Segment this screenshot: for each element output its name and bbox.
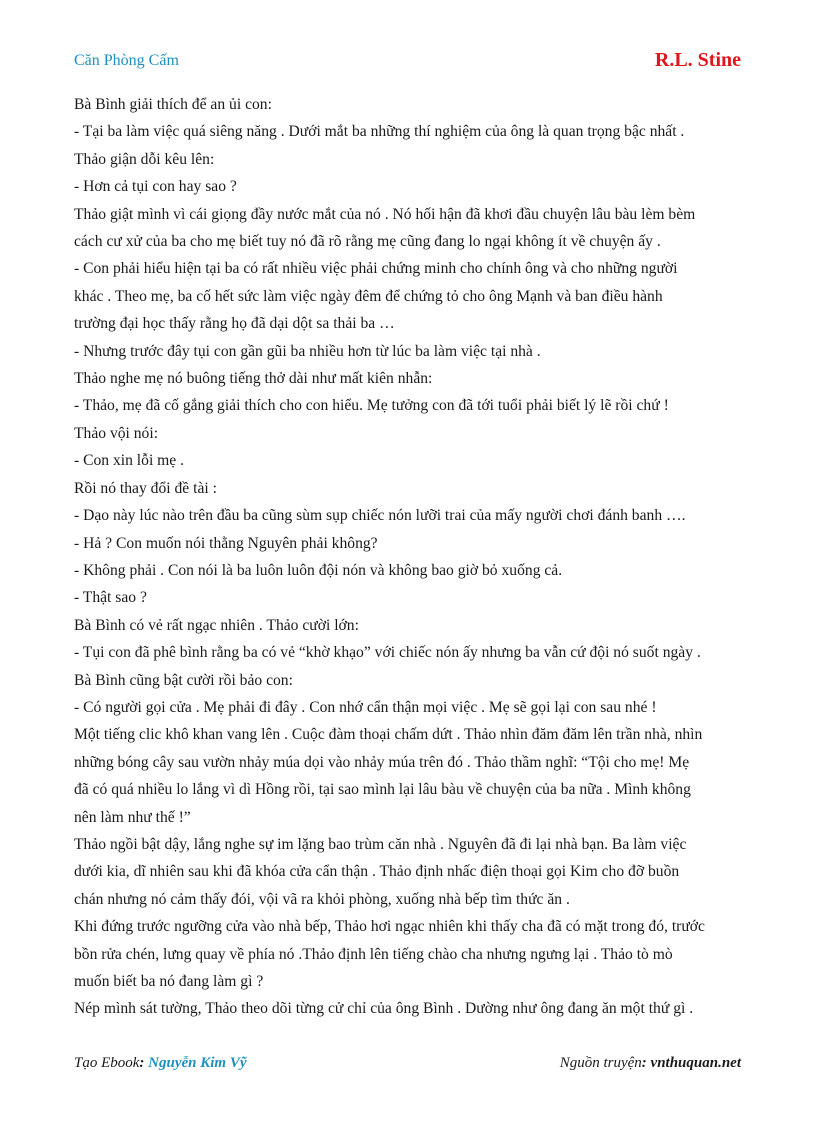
author-name: R.L. Stine	[654, 49, 741, 71]
text-line: cách cư xử của ba cho mẹ biết tuy nó đã rõ rằng mẹ cũng đang lo ngại không ít về chuyện ấy .	[74, 233, 661, 251]
source-separator: :	[641, 1055, 647, 1071]
text-line: - Không phải . Con nói là ba luôn luôn đội nón và không bao giờ bỏ xuống cả.	[74, 561, 563, 579]
text-line: - Tại ba làm việc quá siêng năng . Dưới mắt ba những thí nghiệm của ông là quan trọng bậc nhất .	[74, 123, 685, 141]
text-line: - Thảo, mẹ đã cố gắng giải thích cho con hiểu. Mẹ tưởng con đã tới tuổi phải biết lý lẽ rồi chứ !	[74, 397, 669, 415]
text-line: Thảo giận dỗi kêu lên:	[74, 150, 215, 168]
text-line: - Dạo này lúc nào trên đầu ba cũng sùm sụp chiếc nón lưỡi trai của mấy người chơi đánh banh ….	[74, 507, 686, 525]
text-line: Bà Bình giải thích để an ủi con:	[74, 96, 272, 113]
text-line: Khi đứng trước ngưỡng cửa vào nhà bếp, Thảo hơi ngạc nhiên khi thấy cha đã có mặt trong đó, trước	[74, 918, 705, 936]
text-line: khác . Theo mẹ, ba cố hết sức làm việc ngày đêm để chứng tỏ cho ông Mạnh và ban điều hành	[74, 287, 663, 305]
text-line: - Con phải hiểu hiện tại ba có rất nhiều việc phải chứng minh cho chính ông và cho những người	[74, 260, 678, 278]
text-line: nên làm như thế !”	[74, 808, 191, 826]
text-line: - Nhưng trước đây tụi con gần gũi ba nhiều hơn từ lúc ba làm việc tại nhà .	[74, 342, 541, 360]
credit-separator: :	[139, 1055, 145, 1071]
text-line: muốn biết ba nó đang làm gì ?	[74, 973, 264, 990]
text-line: - Thật sao ?	[74, 589, 147, 607]
source-site: vnthuquan.net	[650, 1055, 741, 1071]
source-label: Nguồn truyện	[559, 1055, 642, 1071]
text-line: Rồi nó thay đổi đề tài :	[74, 479, 217, 497]
story-text	[74, 91, 746, 1023]
credit-label: Tạo Ebook	[74, 1055, 140, 1071]
text-line: - Con xin lỗi mẹ .	[74, 452, 185, 470]
text-line: bồn rửa chén, lưng quay về phía nó .Thảo định lên tiếng chào cha nhưng ngưng lại . Thảo tò mò	[74, 945, 673, 963]
text-line: Thảo giật mình vì cái giọng đầy nước mắt của nó . Nó hối hận đã khơi đầu chuyện lâu bàu lèm bèm	[74, 205, 696, 223]
text-line: những bóng cây sau vườn nhảy múa dọi vào nhảy múa trên đó . Thảo thầm nghĩ: “Tội cho mẹ! Mẹ	[74, 753, 690, 771]
text-line: đã có quá nhiều lo lắng vì dì Hồng rồi, tại sao mình lại lâu bàu về chuyện của ba nữa . Mình không	[74, 781, 691, 799]
text-line: Thảo nghe mẹ nó buông tiếng thở dài như mất kiên nhẫn:	[74, 370, 433, 388]
text-line: chán nhưng nó cảm thấy đói, vội vã ra khỏi phòng, xuống nhà bếp tìm thức ăn .	[74, 890, 570, 908]
text-line: Thảo ngồi bật dậy, lắng nghe sự im lặng bao trùm căn nhà . Nguyên đã đi lại nhà bạn. Ba làm việc	[74, 835, 687, 853]
source-credit	[560, 1055, 741, 1072]
text-line: - Có người gọi cửa . Mẹ phải đi đây . Con nhớ cẩn thận mọi việc . Mẹ sẽ gọi lại con sau nhé !	[74, 698, 657, 716]
book-title: Căn Phòng Cấm	[74, 52, 179, 69]
text-line: Bà Bình cũng bật cười rồi bảo con:	[74, 671, 293, 689]
credit-name: Nguyễn Kim Vỹ	[148, 1055, 247, 1071]
text-line: Thảo vội nói:	[74, 424, 159, 442]
text-line: - Hả ? Con muốn nói thằng Nguyên phải không?	[74, 534, 378, 552]
text-line: dưới kia, dĩ nhiên sau khi đã khóa cửa cẩn thận . Thảo định nhấc điện thoại gọi Kim cho đỡ buồn	[74, 863, 680, 881]
text-line: Một tiếng clic khô khan vang lên . Cuộc đàm thoại chấm dứt . Thảo nhìn đăm đăm lên trần nhà, nhìn	[74, 726, 703, 744]
ebook-credit	[74, 1055, 247, 1072]
text-line: Nép mình sát tường, Thảo theo dõi từng cử chỉ của ông Bình . Dường như ông đang ăn một thứ gì .	[74, 1000, 694, 1018]
text-line: - Tụi con đã phê bình rằng ba có vẻ “khờ khạo” với chiếc nón ấy nhưng ba vẫn cứ đội nó suốt ngày .	[74, 644, 701, 662]
text-line: - Hơn cả tụi con hay sao ?	[74, 178, 237, 196]
text-line: trường đại học thấy rằng họ đã dại dột sa thải ba …	[74, 315, 395, 333]
text-line: Bà Bình có vẻ rất ngạc nhiên . Thảo cười lớn:	[74, 616, 359, 634]
